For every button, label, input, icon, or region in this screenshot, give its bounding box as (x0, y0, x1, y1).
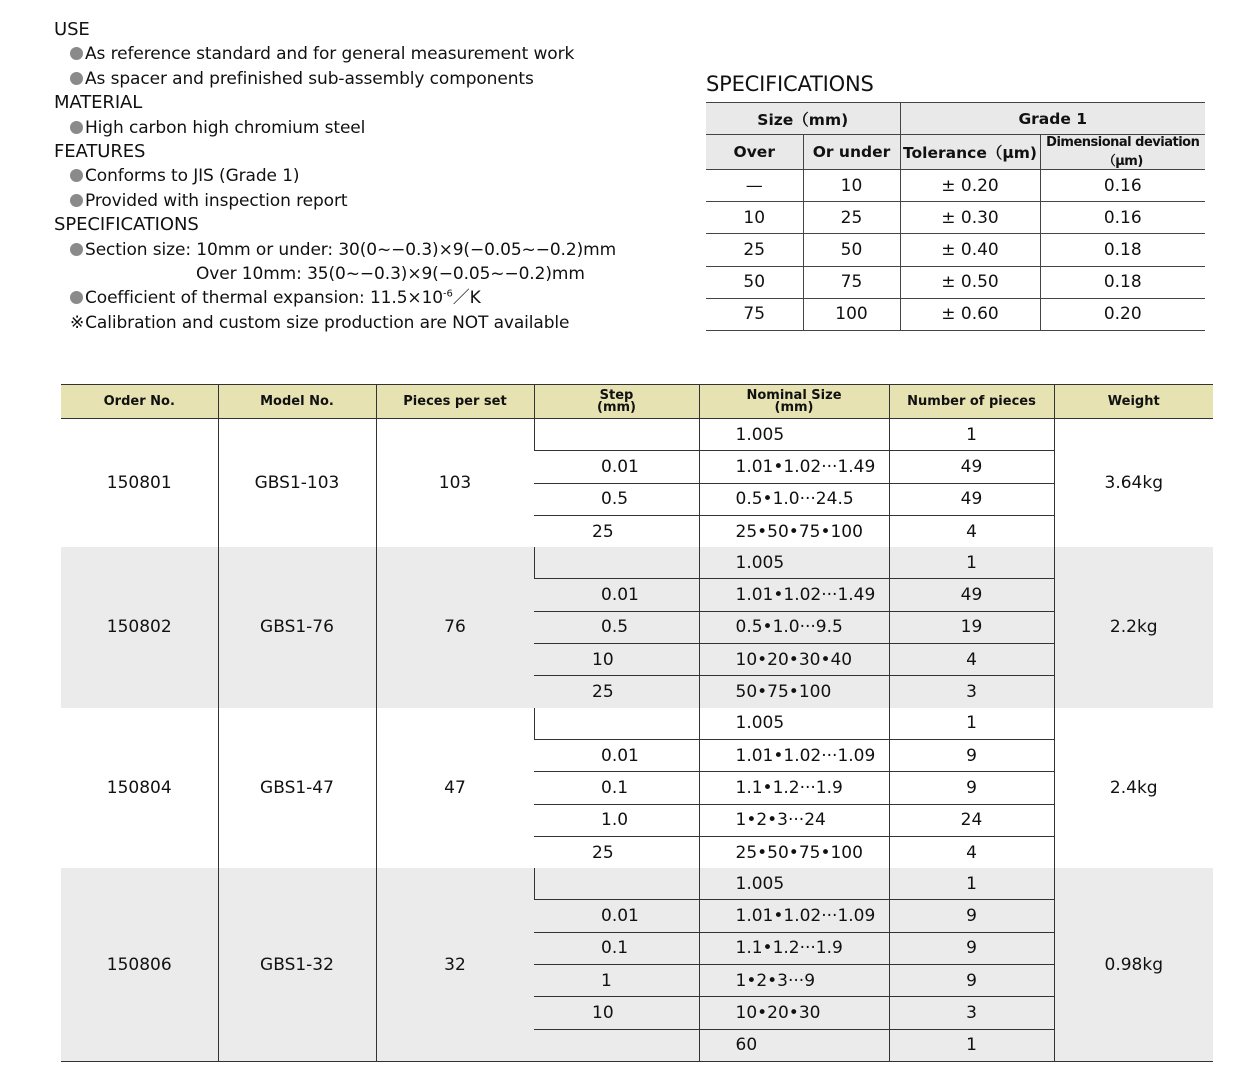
number-of-pieces-cell: 19 (889, 611, 1054, 643)
spec-cell-or-under: 100 (803, 298, 900, 330)
step-cell: 0.01 (534, 451, 699, 483)
set-row (61, 419, 1213, 451)
step-cell: 1 (534, 965, 699, 997)
material-heading: MATERIAL (54, 92, 143, 114)
grade-spec-rows (706, 170, 1205, 331)
number-of-pieces-cell: 9 (889, 900, 1054, 932)
number-of-pieces-cell: 49 (889, 483, 1054, 515)
nominal-size-cell: 10•20•30 (699, 997, 889, 1029)
number-of-pieces-cell: 1 (889, 1029, 1054, 1061)
spec-cell-tolerance: ± 0.30 (900, 202, 1040, 234)
spec-cell-over: — (706, 170, 803, 202)
number-of-pieces-cell: 1 (889, 419, 1054, 451)
number-of-pieces-cell: 3 (889, 997, 1054, 1029)
bullet-icon (70, 243, 83, 256)
spec-cell-tolerance: ± 0.60 (900, 298, 1040, 330)
set-row (61, 868, 1213, 900)
pieces-per-set-cell: 76 (376, 547, 534, 707)
number-of-pieces-cell: 4 (889, 836, 1054, 868)
grade-spec-table (706, 102, 1205, 331)
spec-cell-deviation: 0.16 (1040, 202, 1205, 234)
nominal-size-cell: 1.005 (699, 419, 889, 451)
spec-cell-over: 50 (706, 266, 803, 298)
number-of-pieces-cell: 4 (889, 515, 1054, 547)
spec-cell-deviation: 0.20 (1040, 298, 1205, 330)
step-cell: 25 (534, 836, 699, 868)
set-row (61, 547, 1213, 579)
use-item: As spacer and prefinished sub-assembly components (54, 67, 674, 91)
nominal-size-cell: 1.005 (699, 708, 889, 740)
step-cell: 1.0 (534, 804, 699, 836)
nominal-size-cell: 1.1•1.2···1.9 (699, 932, 889, 964)
nominal-size-cell: 1.005 (699, 868, 889, 900)
number-of-pieces-cell: 3 (889, 676, 1054, 708)
bullet-icon (70, 47, 83, 60)
bullet-icon (70, 169, 83, 182)
bullet-icon (70, 121, 83, 134)
model-no-cell: GBS1-32 (218, 868, 376, 1061)
number-of-pieces-cell: 1 (889, 868, 1054, 900)
specifications-heading: SPECIFICATIONS (54, 214, 199, 236)
pieces-per-set-cell: 103 (376, 419, 534, 548)
number-of-pieces-cell: 24 (889, 804, 1054, 836)
step-cell: 25 (534, 515, 699, 547)
nominal-size-cell: 1.1•1.2···1.9 (699, 772, 889, 804)
step-cell: 0.01 (534, 739, 699, 771)
spec-cell-tolerance: ± 0.20 (900, 170, 1040, 202)
order-no-cell: 150802 (61, 547, 218, 707)
step-header: Step (mm) (534, 385, 699, 419)
step-cell: 10 (534, 997, 699, 1029)
step-cell (534, 419, 699, 451)
nominal-size-cell: 1.01•1.02···1.49 (699, 579, 889, 611)
step-cell: 25 (534, 676, 699, 708)
pieces-per-set-header: Pieces per set (376, 385, 534, 419)
weight-header: Weight (1054, 385, 1213, 419)
step-cell (534, 547, 699, 579)
spec-row (706, 266, 1205, 298)
model-no-cell: GBS1-103 (218, 419, 376, 548)
thermal-expansion-line: Coefficient of thermal expansion: $11.5\times 10^{-6}/K$ (54, 286, 674, 310)
model-no-cell: GBS1-47 (218, 708, 376, 868)
model-no-cell: GBS1-76 (218, 547, 376, 707)
over-header: Over (706, 135, 803, 170)
spec-row (706, 170, 1205, 202)
order-no-cell: 150801 (106, 473, 172, 494)
calibration-note: ※Calibration and custom size production are NOT available (54, 311, 674, 335)
spec-cell-over: 25 (706, 234, 803, 266)
nominal-size-cell: 60 (699, 1029, 889, 1061)
material-item: High carbon high chromium steel (54, 116, 674, 140)
pieces-per-set-cell: 47 (376, 708, 534, 868)
nominal-size-cell: 1•2•3···24 (699, 804, 889, 836)
step-cell: 0.5 (534, 483, 699, 515)
nominal-size-cell: 1.005 (699, 547, 889, 579)
step-cell: 10 (534, 644, 699, 676)
step-cell: 0.1 (534, 772, 699, 804)
nominal-size-cell: 25•50•75•100 (699, 515, 889, 547)
spec-cell-or-under: 25 (803, 202, 900, 234)
grade-header: Grade 1 (900, 103, 1205, 135)
nominal-size-cell: 1•2•3···9 (699, 965, 889, 997)
nominal-size-cell: 25•50•75•100 (699, 836, 889, 868)
size-header: Size（mm) (706, 103, 900, 135)
number-of-pieces-cell: 9 (889, 772, 1054, 804)
number-of-pieces-cell: 49 (889, 579, 1054, 611)
note-mark-icon: ※ (70, 312, 85, 333)
spec-cell-over: 10 (706, 202, 803, 234)
spec-row (706, 202, 1205, 234)
number-of-pieces-cell: 1 (889, 708, 1054, 740)
spec-row (706, 298, 1205, 330)
product-info (54, 18, 674, 335)
weight-cell: 2.4kg (1054, 708, 1213, 868)
step-cell (534, 868, 699, 900)
features-item: Provided with inspection report (54, 189, 674, 213)
weight-cell: 3.64kg (1054, 419, 1213, 548)
nominal-size-cell: 1.01•1.02···1.09 (699, 900, 889, 932)
number-of-pieces-header: Number of pieces (889, 385, 1054, 419)
spec-cell-tolerance: ± 0.40 (900, 234, 1040, 266)
spec-cell-tolerance: ± 0.50 (900, 266, 1040, 298)
use-item: As reference standard and for general measurement work (54, 42, 674, 66)
number-of-pieces-cell: 1 (889, 547, 1054, 579)
number-of-pieces-cell: 49 (889, 451, 1054, 483)
pieces-per-set-cell: 32 (376, 868, 534, 1061)
tolerance-header: Tolerance（μm) (900, 135, 1040, 170)
number-of-pieces-cell: 9 (889, 739, 1054, 771)
nominal-size-cell: 0.5•1.0···9.5 (699, 611, 889, 643)
step-cell (534, 1029, 699, 1061)
spec-cell-deviation: 0.18 (1040, 234, 1205, 266)
weight-cell: 2.2kg (1054, 547, 1213, 707)
spec-table-title: SPECIFICATIONS (706, 72, 874, 96)
step-cell: 0.01 (534, 579, 699, 611)
features-item: Conforms to JIS (Grade 1) (54, 164, 674, 188)
bullet-icon (70, 72, 83, 85)
nominal-size-cell: 50•75•100 (699, 676, 889, 708)
bullet-icon (70, 194, 83, 207)
step-cell (534, 708, 699, 740)
deviation-header: Dimensional deviation（μm) (1040, 135, 1205, 170)
number-of-pieces-cell: 9 (889, 965, 1054, 997)
nominal-size-cell: 1.01•1.02···1.49 (699, 451, 889, 483)
order-no-cell: 150806 (61, 868, 218, 1061)
features-heading: FEATURES (54, 140, 146, 162)
section-size-line-over: Over 10mm: 35(0~−0.3)×9(−0.05~−0.2)mm (196, 263, 585, 284)
order-no-header: Order No. (61, 385, 218, 419)
spec-row (706, 234, 1205, 266)
spec-cell-deviation: 0.16 (1040, 170, 1205, 202)
spec-cell-over: 75 (706, 298, 803, 330)
nominal-size-cell: 0.5•1.0···24.5 (699, 483, 889, 515)
number-of-pieces-cell: 4 (889, 644, 1054, 676)
spec-cell-deviation: 0.18 (1040, 266, 1205, 298)
step-cell: 0.5 (534, 611, 699, 643)
order-no-cell: 150804 (106, 777, 172, 798)
number-of-pieces-cell: 9 (889, 932, 1054, 964)
gauge-block-set-rows (61, 419, 1213, 1062)
step-cell: 0.01 (534, 900, 699, 932)
spec-cell-or-under: 10 (803, 170, 900, 202)
spec-cell-or-under: 75 (803, 266, 900, 298)
use-heading: USE (54, 19, 90, 40)
or-under-header: Or under (803, 135, 900, 170)
nominal-size-cell: 10•20•30•40 (699, 644, 889, 676)
gauge-block-sets-table (61, 384, 1213, 1062)
model-no-header: Model No. (218, 385, 376, 419)
spec-cell-or-under: 50 (803, 234, 900, 266)
section-size-line: Section size: 10mm or under: 30(0~−0.3)×9(−0.05~−0.2)mm (54, 238, 674, 262)
weight-cell: 0.98kg (1054, 868, 1213, 1061)
step-cell: 0.1 (534, 932, 699, 964)
bullet-icon (70, 291, 83, 304)
nominal-size-header: Nominal Size (mm) (699, 385, 889, 419)
set-row (61, 708, 1213, 740)
nominal-size-cell: 1.01•1.02···1.09 (699, 739, 889, 771)
